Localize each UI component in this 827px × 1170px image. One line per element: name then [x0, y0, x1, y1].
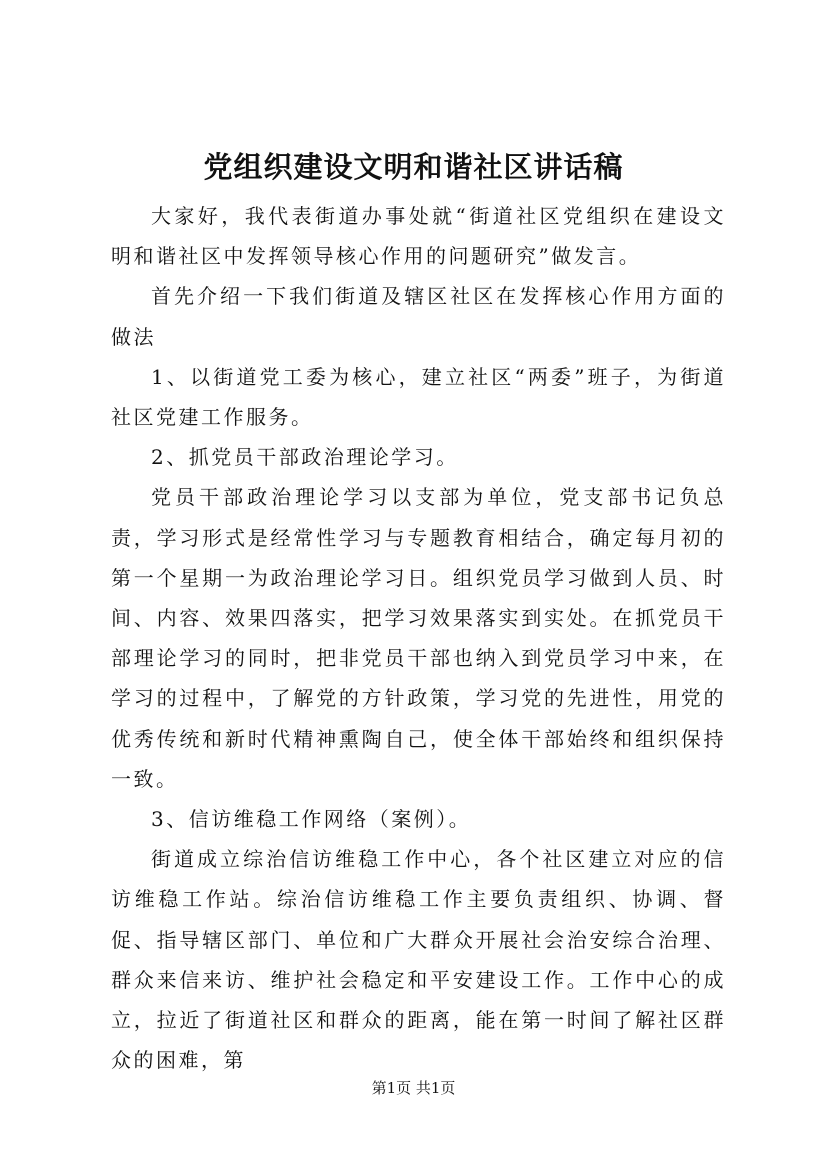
paragraph: 首先介绍一下我们街道及辖区社区在发挥核心作用方面的做法 [111, 284, 726, 349]
paragraph: 2、抓党员干部政治理论学习。 [151, 445, 459, 470]
paragraph: 大家好，我代表街道办事处就“街道社区党组织在建设文明和谐社区中发挥领导核心作用的问题研究”做发言。 [111, 204, 726, 269]
paragraph: 1、以街道党工委为核心，建立社区“两委”班子，为街道社区党建工作服务。 [111, 364, 726, 430]
page-footer: 第1页 共1页 [371, 1079, 456, 1097]
paragraph: 3、信访维稳工作网络（案例）。 [151, 807, 472, 832]
paragraph: 党员干部政治理论学习以支部为单位，党支部书记负总责，学习形式是经常性学习与专题教育相结合，确定每月初的第一个星期一为政治理论学习日。组织党员学习做到人员、时间、内容、效果四落实，把学习效果落实到实处。在抓党员干部理论学习的同时，把非党员干部也纳入到党员学习中来，在学习的过程中，了解党的方针政策，学习党的先进性，用党的优秀传统和新时代精神熏陶自己，使全体干部始终和组织保持一致。 [111, 485, 726, 791]
paragraph: 街道成立综治信访维稳工作中心，各个社区建立对应的信访维稳工作站。综治信访维稳工作主要负责组织、协调、督促、指导辖区部门、单位和广大群众开展社会治安综合治理、群众来信来访、维护社会稳定和平安建设工作。工作中心的成立，拉近了街道社区和群众的距离，能在第一时间了解社区群众的困难，第 [111, 847, 726, 1073]
page-title: 党组织建设文明和谐社区讲话稿 [203, 150, 624, 184]
document-body [111, 196, 726, 1080]
